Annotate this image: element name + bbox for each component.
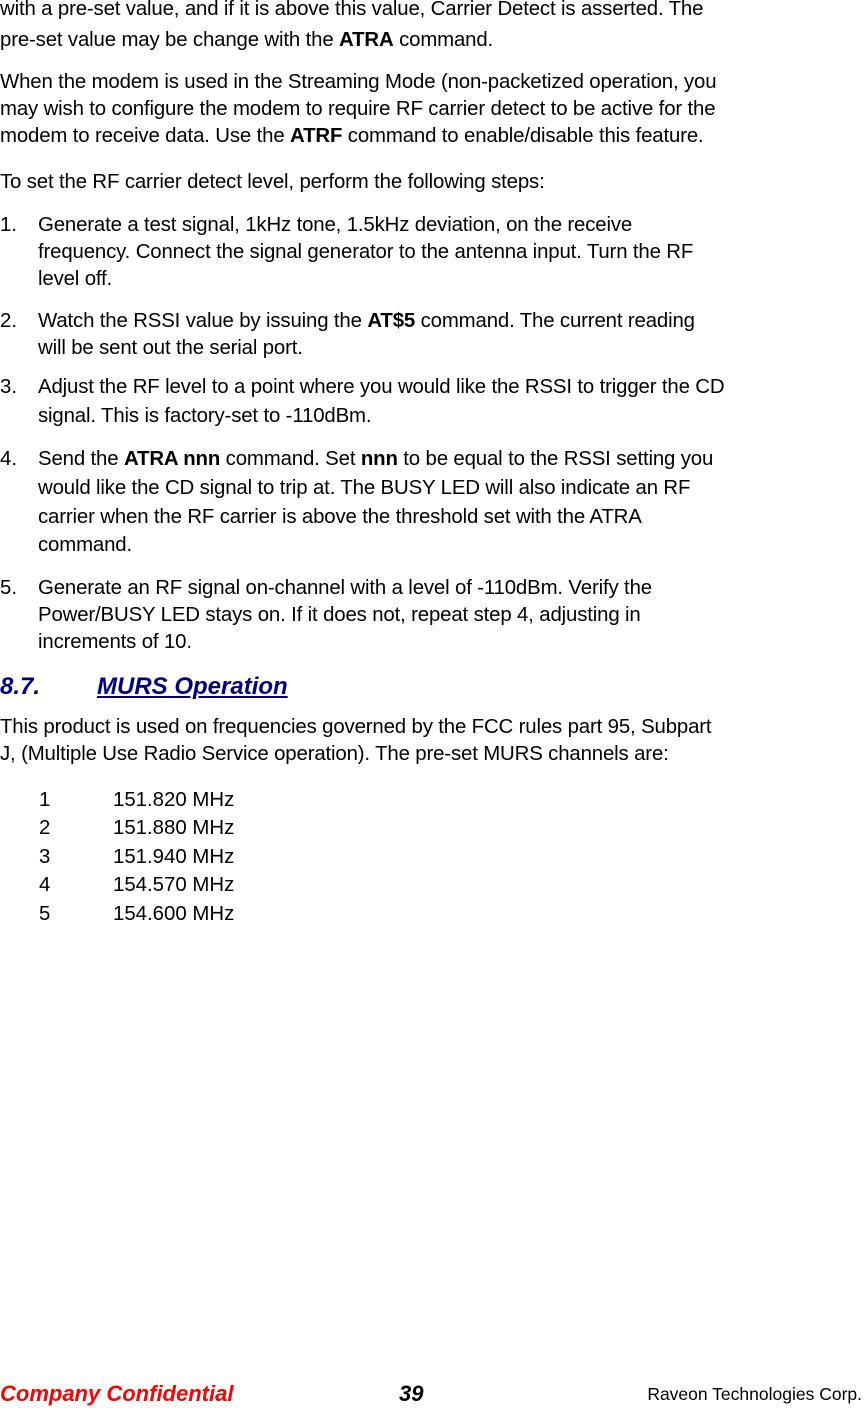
atra-command: ATRA [339,29,394,51]
channel-frequency: 151.820 MHz [113,789,235,811]
step-line: frequency. Connect the signal generator to the antenna input. Turn the RF [38,241,694,263]
channel-frequency: 154.570 MHz [113,874,235,896]
murs-paragraph-line-1: This product is used on frequencies governed by the FCC rules part 95, Subpart [0,716,712,738]
atrf-command: ATRF [290,125,343,147]
step-line: carrier when the RF carrier is above the threshold set with the ATRA [38,506,642,528]
nnn-parameter: nnn [360,448,398,470]
streaming-line-3: modem to receive data. Use the ATRF command to enable/disable this feature. [0,125,704,147]
step-line: increments of 10. [38,631,192,653]
step-number: 2. [0,310,18,332]
step-line: signal. This is factory-set to -110dBm. [38,405,372,427]
channel-frequency: 151.940 MHz [113,846,235,868]
page-footer [0,1381,865,1409]
channel-frequency: 151.880 MHz [113,817,235,839]
step-number: 1. [0,214,18,236]
streaming-line-2: may wish to configure the modem to require RF carrier detect to be active for the [0,98,716,120]
step-line: Generate a test signal, 1kHz tone, 1.5kHz deviation, on the receive [38,214,633,236]
channel-number: 3 [39,846,51,868]
step-number: 3. [0,376,18,398]
intro-line-2: pre-set value may be change with the ATRA command. [0,29,494,51]
step-line: level off. [38,268,113,290]
page-number: 39 [399,1381,424,1406]
intro-line-1: with a pre-set value, and if it is above this value, Carrier Detect is asserted. The [0,0,704,20]
confidentiality-label: Company Confidential [0,1381,234,1406]
channel-number: 4 [39,874,51,896]
section-number: 8.7. [0,673,41,700]
steps-intro: To set the RF carrier detect level, perform the following steps: [0,171,545,193]
channel-frequency: 154.600 MHz [113,903,235,925]
streaming-line-1: When the modem is used in the Streaming Mode (non-packetized operation, you [0,71,717,93]
channel-number: 2 [39,817,51,839]
step-number: 5. [0,577,18,599]
step-line: Power/BUSY LED stays on. If it does not, repeat step 4, adjusting in [38,604,641,626]
step-line: would like the CD signal to trip at. The BUSY LED will also indicate an RF [38,477,691,499]
channel-number: 1 [39,789,51,811]
step-line: Generate an RF signal on-channel with a level of -110dBm. Verify the [38,577,652,599]
atra-nnn-command: ATRA nnn [123,448,221,470]
step-line: Send the ATRA nnn command. Set nnn to be equal to the RSSI setting you [38,448,714,470]
section-title: MURS Operation [97,673,288,700]
step-line: command. [38,534,132,556]
step-number: 4. [0,448,18,470]
at5-command: AT$5 [367,310,416,332]
company-name: Raveon Technologies Corp. [647,1384,862,1404]
step-line: Watch the RSSI value by issuing the AT$5 command. The current reading [38,310,695,332]
murs-paragraph-line-2: J, (Multiple Use Radio Service operation). The pre-set MURS channels are: [0,743,669,765]
step-line: will be sent out the serial port. [38,337,303,359]
step-line: Adjust the RF level to a point where you would like the RSSI to trigger the CD [38,376,725,398]
channel-number: 5 [39,903,51,925]
